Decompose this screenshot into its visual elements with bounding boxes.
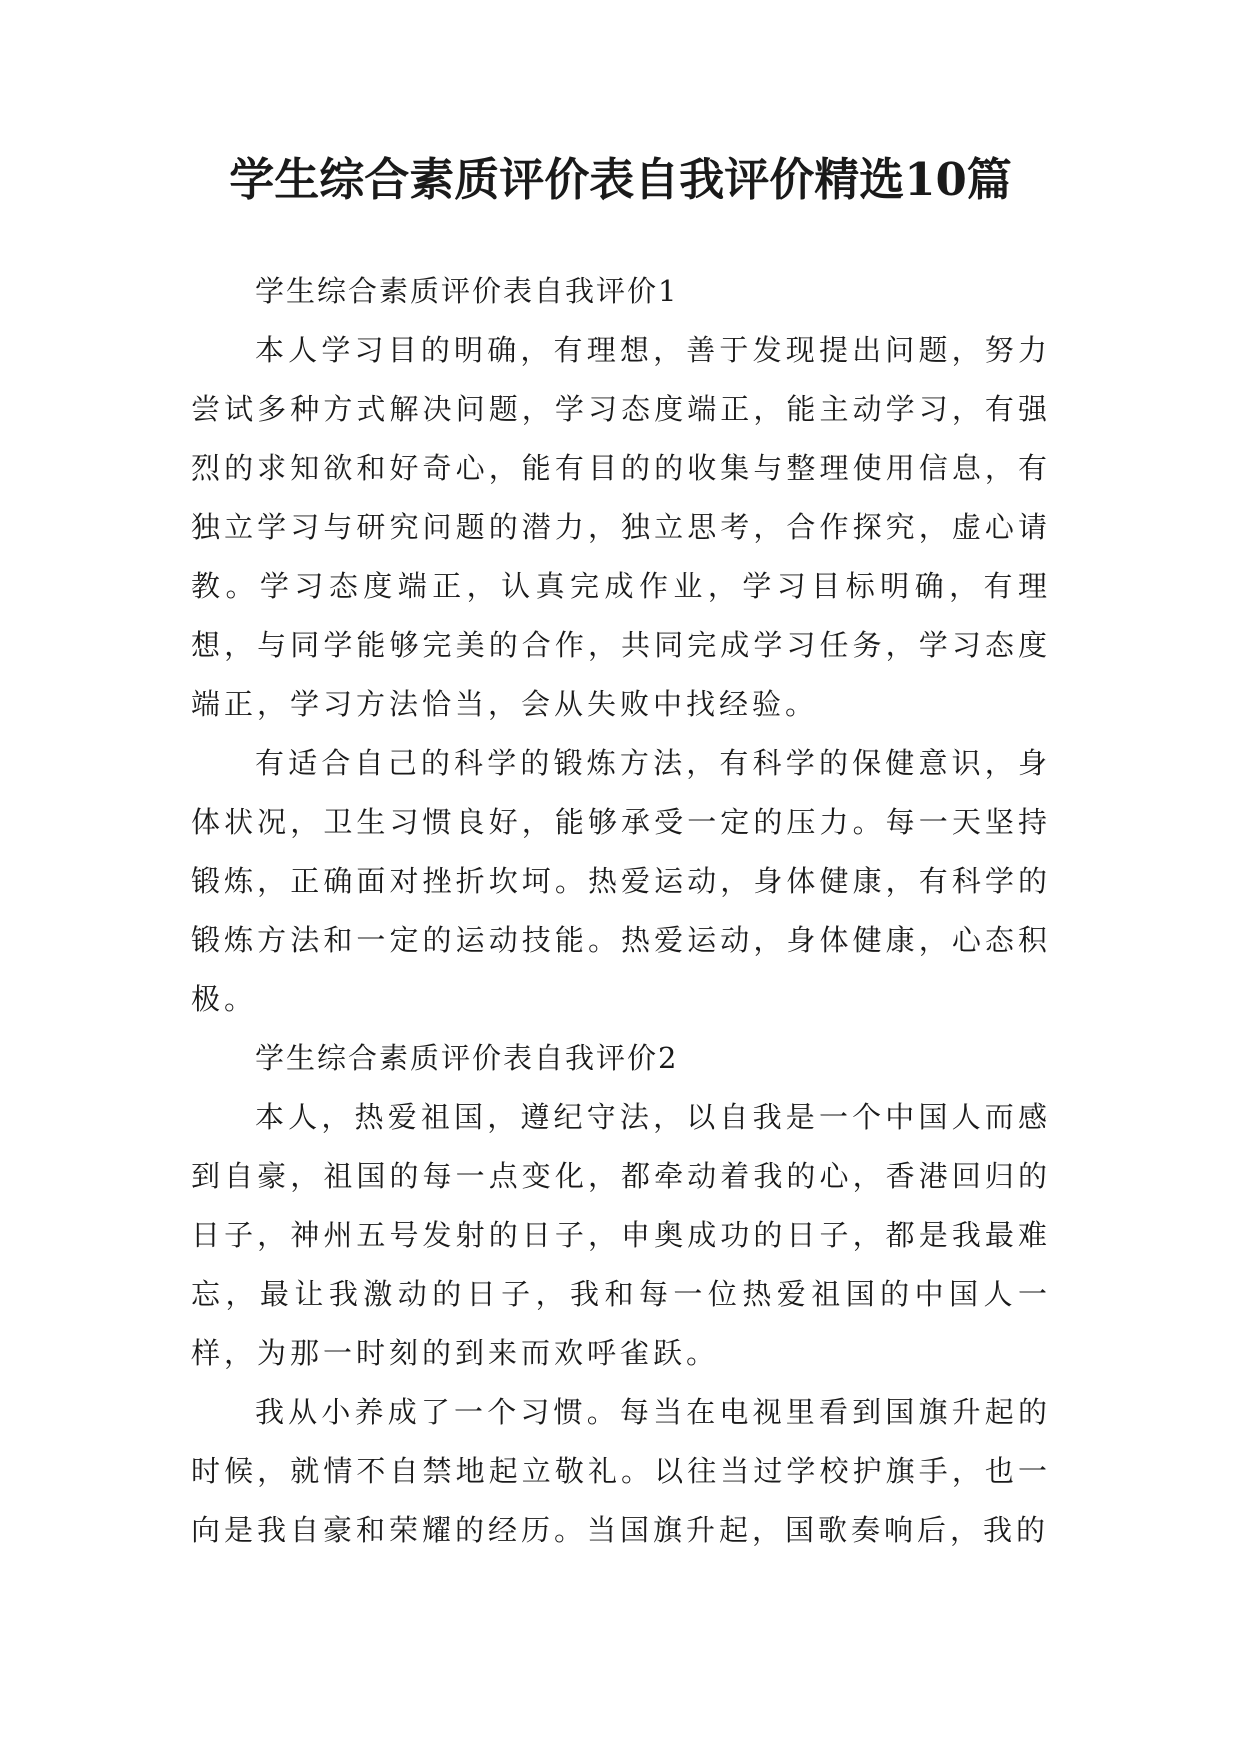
paragraph: 本人，热爱祖国，遵纪守法，以自我是一个中国人而感到自豪，祖国的每一点变化，都牵动着我的心，香港回归的日子，神州五号发射的日子，申奥成功的日子，都是我最难忘，最让我激动的日子，我和每一位热爱祖国的中国人一样，为那一时刻的到来而欢呼雀跃。	[191, 1100, 1051, 1370]
document-body	[191, 262, 1051, 1560]
section-heading: 学生综合素质评价表自我评价2	[255, 1041, 679, 1075]
document-title: 学生综合素质评价表自我评价精选10篇	[229, 153, 1012, 206]
paragraph: 有适合自己的科学的锻炼方法，有科学的保健意识，身体状况，卫生习惯良好，能够承受一定的压力。每一天坚持锻炼，正确面对挫折坎坷。热爱运动，身体健康，有科学的锻炼方法和一定的运动技能。热爱运动，身体健康，心态积极。	[191, 746, 1051, 1016]
paragraph: 本人学习目的明确，有理想，善于发现提出问题，努力尝试多种方式解决问题，学习态度端正，能主动学习，有强烈的求知欲和好奇心，能有目的的收集与整理使用信息，有独立学习与研究问题的潜力，独立思考，合作探究，虚心请教。学习态度端正，认真完成作业，学习目标明确，有理想，与同学能够完美的合作，共同完成学习任务，学习态度端正，学习方法恰当，会从失败中找经验。	[191, 333, 1051, 721]
section-heading: 学生综合素质评价表自我评价1	[255, 274, 679, 308]
paragraph: 我从小养成了一个习惯。每当在电视里看到国旗升起的时候，就情不自禁地起立敬礼。以往当过学校护旗手，也一向是我自豪和荣耀的经历。当国旗升起，国歌奏响后，我的	[191, 1395, 1051, 1547]
